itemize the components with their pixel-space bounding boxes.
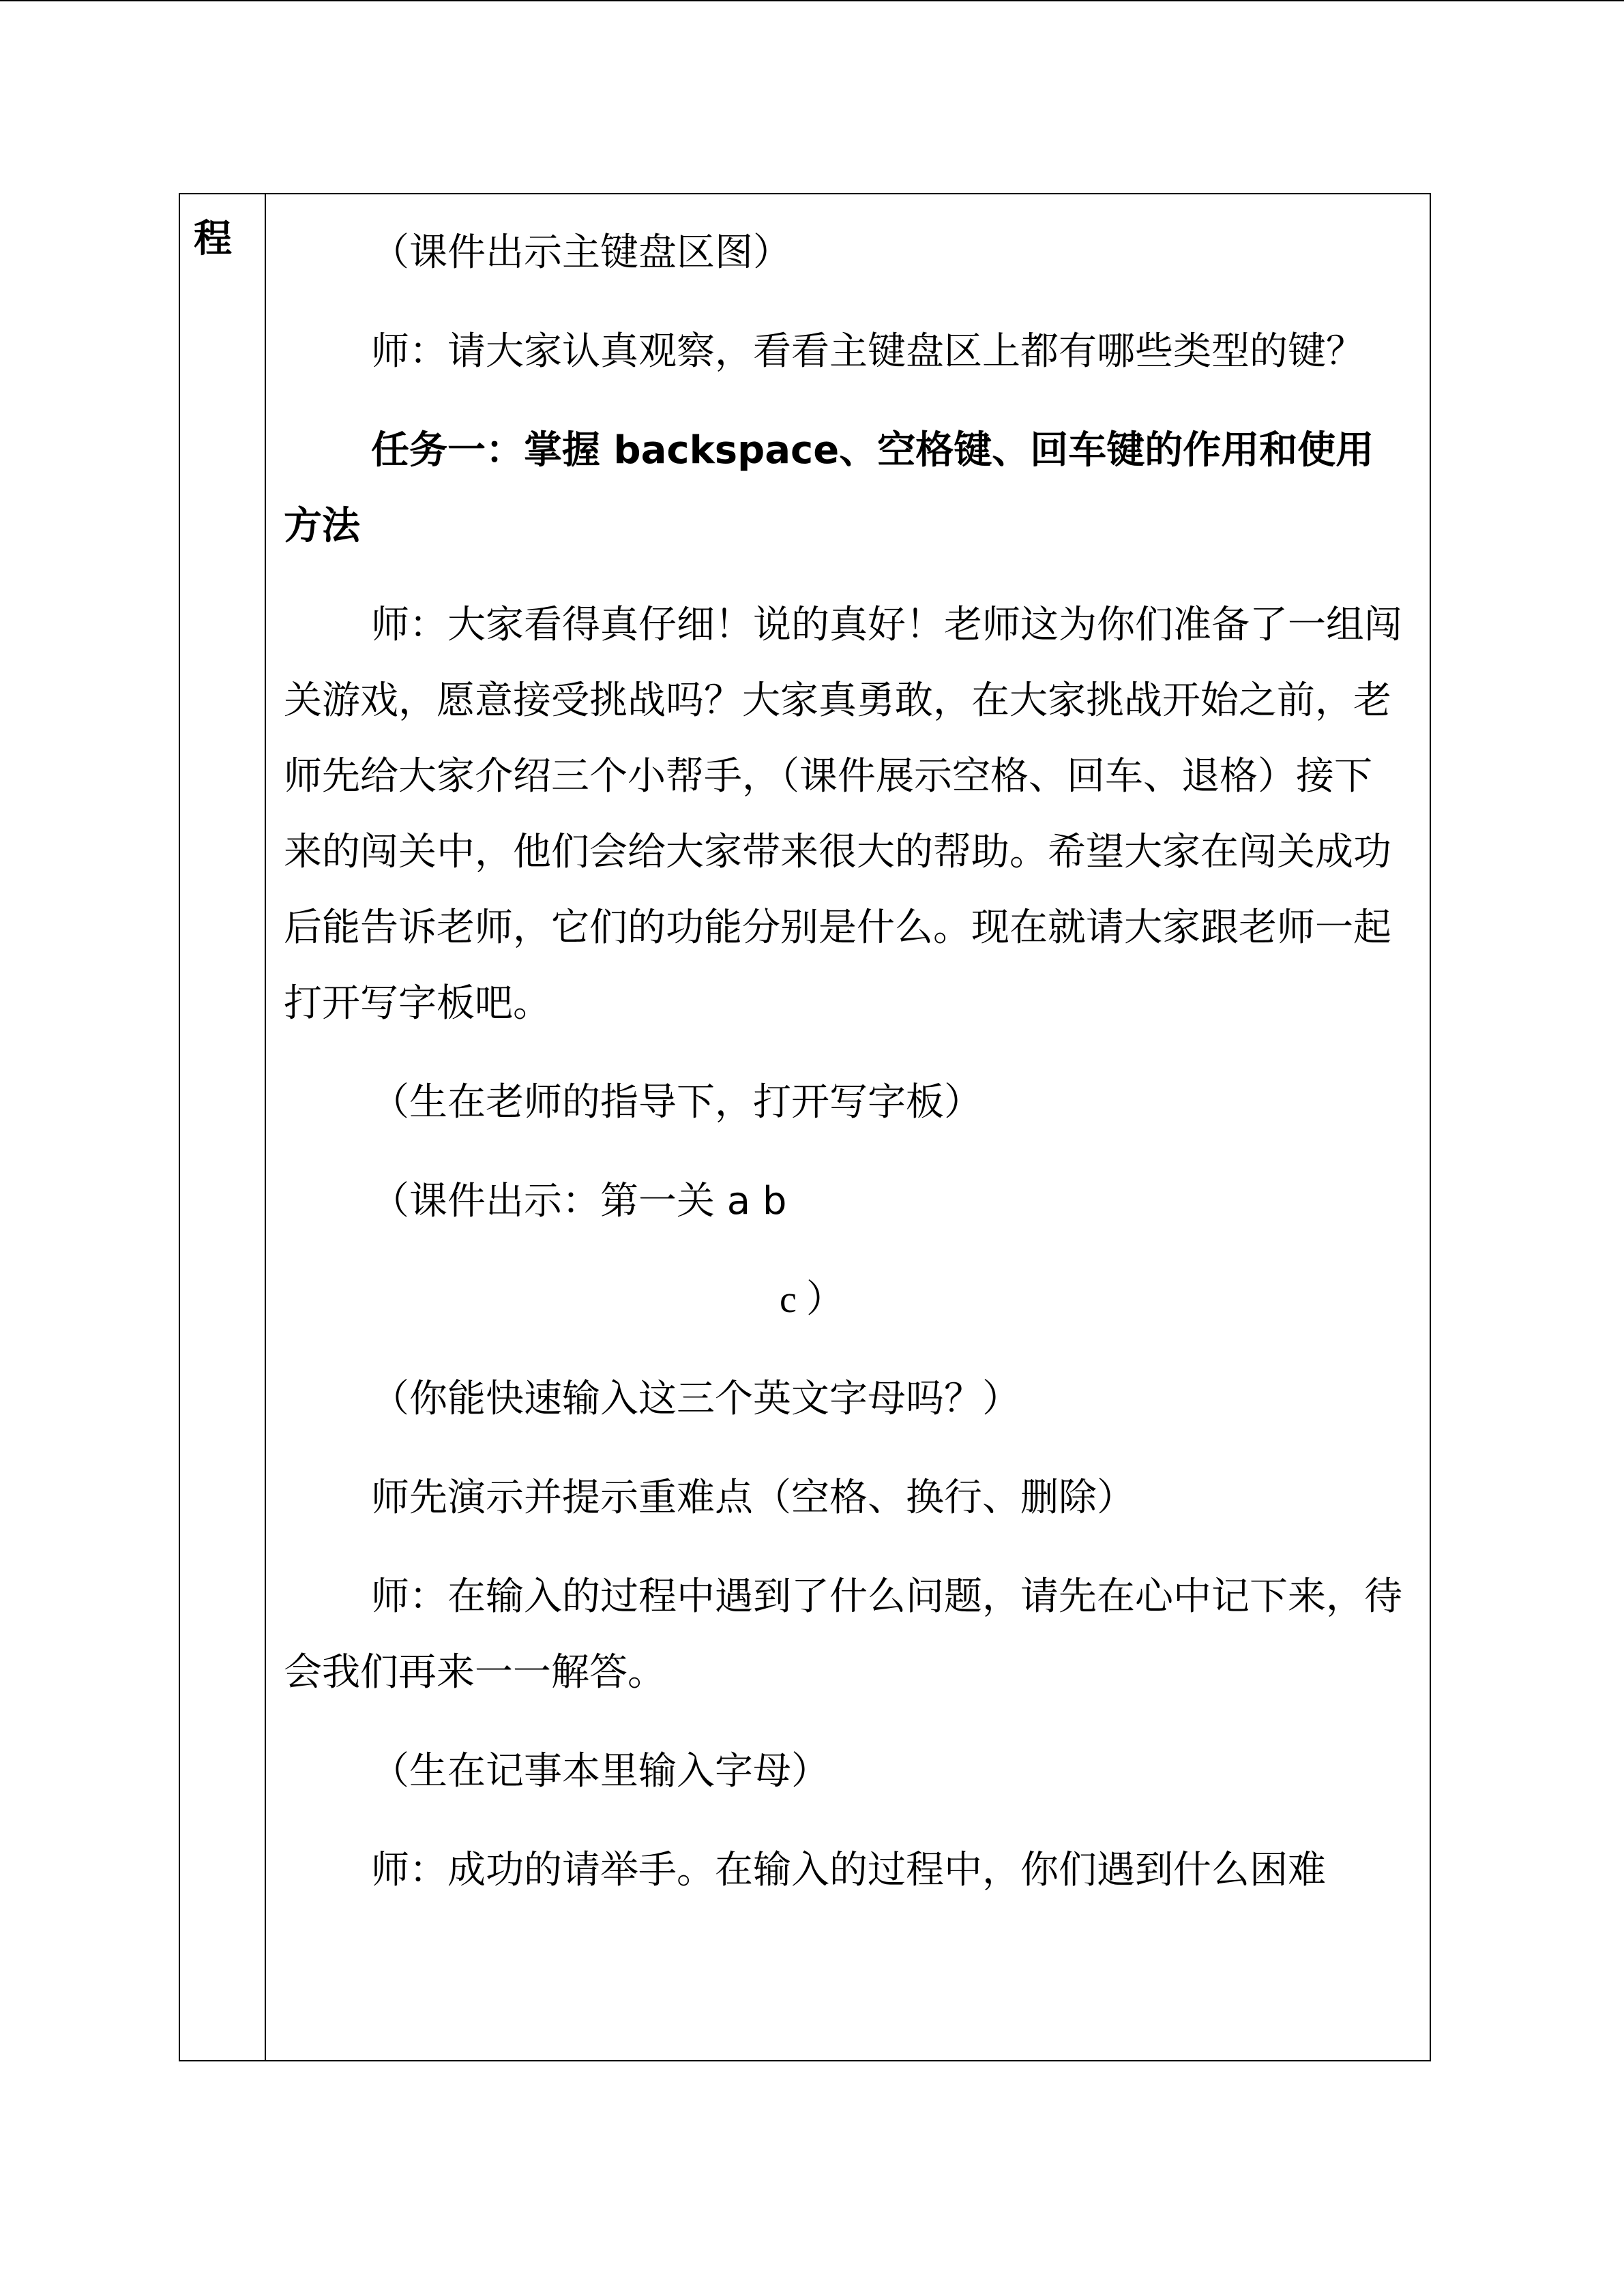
row-label: 程: [194, 217, 232, 261]
courseware-keyboard-paragraph: （课件出示主键盘区图）: [371, 230, 791, 275]
student-open-wordpad-paragraph: （生在老师的指导下，打开写字板）: [371, 1080, 982, 1124]
letter-c-line: c ）: [780, 1279, 844, 1321]
label-column: [180, 194, 266, 2060]
student-input-letters-paragraph: （生在记事本里输入字母）: [371, 1749, 829, 1793]
courseware-level-one-paragraph: （课件出示：第一关 a b: [371, 1179, 787, 1223]
quick-input-question-paragraph: （你能快速输入这三个英文字母吗？）: [371, 1377, 1020, 1421]
task-one-heading: 任务一：掌握 backspace、空格键、回车键的作用和使用方法: [284, 428, 1374, 548]
lesson-table: [179, 193, 1431, 2061]
teacher-problem-paragraph: 师：在输入的过程中遇到了什么问题，请先在心中记下来，待会我们再来一一解答。: [284, 1575, 1402, 1695]
teacher-observe-paragraph: 师：请大家认真观察，看看主键盘区上都有哪些类型的键？: [371, 329, 1364, 374]
teacher-success-paragraph: 师：成功的请举手。在输入的过程中，你们遇到什么困难: [371, 1848, 1326, 1892]
teacher-game-paragraph: 师：大家看得真仔细！说的真好！老师这为你们准备了一组闯关游戏，愿意接受挑战吗？大家真勇敢，在大家挑战开始之前，老师先给大家介绍三个小帮手，（课件展示空格、回车、退格）接下来的闯关中，他们会给大家带来很大的帮助。希望大家在闯关成功后能告诉老师，它们的功能分别是什么。现在就请大家跟老师一起打开写字板吧。: [284, 603, 1402, 1026]
teacher-demo-paragraph: 师先演示并提示重难点（空格、换行、删除）: [371, 1476, 1135, 1520]
page-top-border: [0, 0, 1624, 1]
content-column: [267, 194, 1430, 2060]
